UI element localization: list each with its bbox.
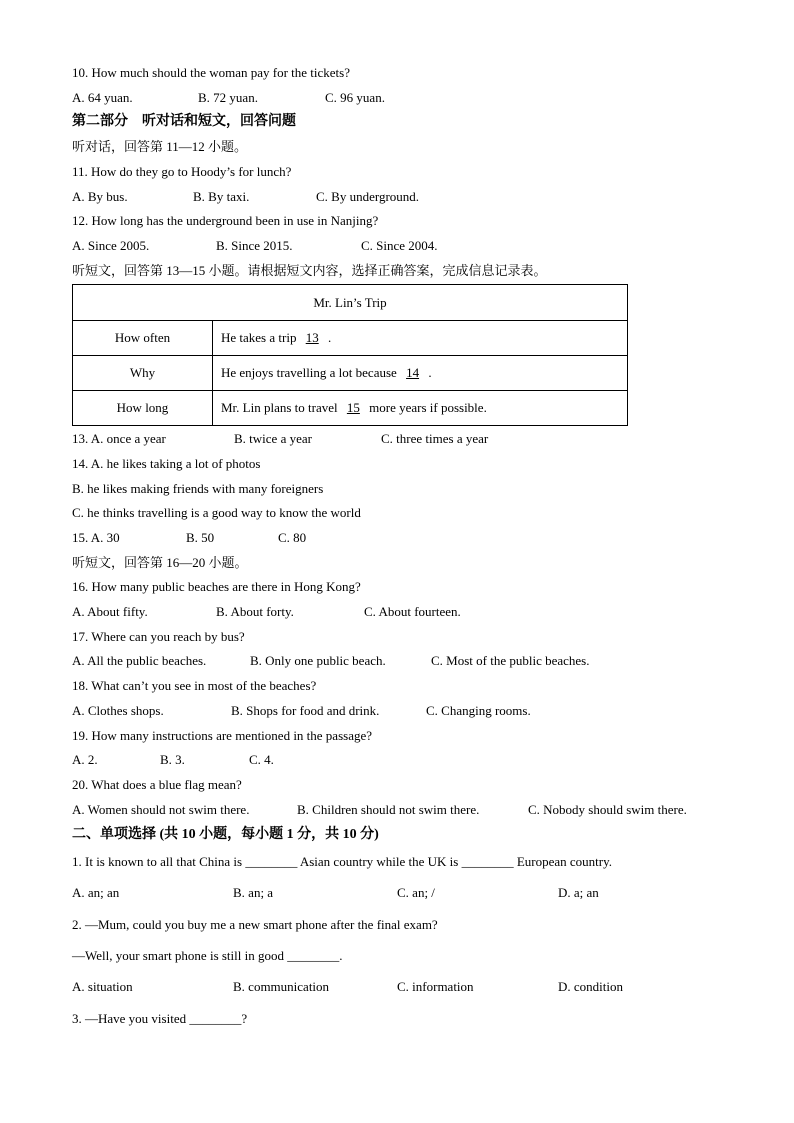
row-key-how-long: How long [73, 391, 213, 426]
table-row [73, 356, 628, 391]
s1-option-d: D. a; an [558, 885, 599, 900]
q18-option-c: C. Changing rooms. [426, 703, 531, 718]
row-value [213, 356, 628, 391]
q14-option-c: C. he thinks travelling is a good way to know the world [72, 505, 361, 520]
q10-option-c: C. 96 yuan. [325, 90, 385, 105]
q16-option-c: C. About fourteen. [364, 604, 461, 619]
q11-stem: 11. How do they go to Hoody’s for lunch? [72, 164, 292, 179]
q15-option-a: 15. A. 30 [72, 530, 120, 545]
s2-option-d: D. condition [558, 979, 623, 994]
q17-option-a: A. All the public beaches. [72, 653, 207, 668]
row-key-how-often: How often [73, 321, 213, 356]
q10-stem: 10. How much should the woman pay for the tickets? [72, 65, 350, 80]
s1-option-b: B. an; a [233, 885, 274, 900]
q20-option-b: B. Children should not swim there. [297, 802, 480, 817]
q16-stem: 16. How many public beaches are there in Hong Kong? [72, 579, 361, 594]
q16-option-b: B. About forty. [216, 604, 294, 619]
q16-option-a: A. About fifty. [72, 604, 148, 619]
q17-option-c: C. Most of the public beaches. [431, 653, 590, 668]
s2-option-b: B. communication [233, 979, 330, 994]
q19-option-b: B. 3. [160, 752, 185, 767]
s2-option-c: C. information [397, 979, 474, 994]
row-text-post: . [428, 365, 432, 380]
table-row [73, 391, 628, 426]
section2-heading: 二、单项选择 (共 10 小题，每小题 1 分，共 10 分) [72, 827, 379, 842]
passage2-intro: 听短文，回答第 16—20 小题。 [72, 555, 248, 570]
row-text-pre: He takes a trip [221, 330, 297, 345]
s3-stem: 3. —Have you visited ________? [72, 1011, 248, 1026]
row-value [213, 321, 628, 356]
q10-option-a: A. 64 yuan. [72, 90, 133, 105]
q12-stem: 12. How long has the underground been in use in Nanjing? [72, 213, 379, 228]
row-value [213, 391, 628, 426]
q13-option-a: 13. A. once a year [72, 431, 166, 446]
q13-option-b: B. twice a year [234, 431, 312, 446]
s1-option-c: C. an; / [397, 885, 435, 900]
q20-stem: 20. What does a blue flag mean? [72, 777, 242, 792]
q18-option-a: A. Clothes shops. [72, 703, 164, 718]
q19-option-c: C. 4. [249, 752, 274, 767]
q13-option-c: C. three times a year [381, 431, 489, 446]
q20-option-c: C. Nobody should swim there. [528, 802, 687, 817]
answer-blank-14: 14 [406, 365, 420, 380]
q17-option-b: B. Only one public beach. [250, 653, 386, 668]
q18-option-b: B. Shops for food and drink. [231, 703, 380, 718]
q14-option-b: B. he likes making friends with many foreigners [72, 481, 324, 496]
s1-option-a: A. an; an [72, 885, 120, 900]
q14-option-a: 14. A. he likes taking a lot of photos [72, 456, 261, 471]
q12-option-a: A. Since 2005. [72, 238, 150, 253]
q19-stem: 19. How many instructions are mentioned in the passage? [72, 728, 373, 743]
q11-option-b: B. By taxi. [193, 189, 250, 204]
row-text-pre: He enjoys travelling a lot because [221, 365, 397, 380]
table-row [73, 321, 628, 356]
trip-info-table [72, 284, 628, 426]
q20-option-a: A. Women should not swim there. [72, 802, 250, 817]
q15-option-b: B. 50 [186, 530, 215, 545]
q19-option-a: A. 2. [72, 752, 98, 767]
answer-blank-15: 15 [346, 400, 360, 415]
dialogue-intro: 听对话，回答第 11—12 小题。 [72, 139, 248, 154]
passage1-intro: 听短文，回答第 13—15 小题。请根据短文内容，选择正确答案，完成信息记录表。 [72, 263, 547, 278]
s2-stem-line2: —Well, your smart phone is still in good ________. [72, 948, 343, 963]
q12-option-b: B. Since 2015. [216, 238, 293, 253]
part2-heading: 第二部分 听对话和短文，回答问题 [72, 114, 296, 129]
s2-option-a: A. situation [72, 979, 133, 994]
s1-stem: 1. It is known to all that China is ________ Asian country while the UK is ________ European country. [72, 854, 613, 869]
s2-stem-line1: 2. —Mum, could you buy me a new smart phone after the final exam? [72, 917, 438, 932]
q17-stem: 17. Where can you reach by bus? [72, 629, 245, 644]
row-text-post: . [327, 330, 332, 345]
row-key-why: Why [73, 356, 213, 391]
table-title: Mr. Lin’s Trip [73, 285, 628, 321]
q11-option-a: A. By bus. [72, 189, 128, 204]
q12-option-c: C. Since 2004. [361, 238, 438, 253]
q18-stem: 18. What can’t you see in most of the beaches? [72, 678, 317, 693]
row-text-post: more years if possible. [369, 400, 487, 415]
q11-option-c: C. By underground. [316, 189, 420, 204]
answer-blank-13: 13 [305, 330, 319, 345]
row-text-pre: Mr. Lin plans to travel [221, 400, 338, 415]
q15-option-c: C. 80 [278, 530, 307, 545]
q10-option-b: B. 72 yuan. [198, 90, 258, 105]
